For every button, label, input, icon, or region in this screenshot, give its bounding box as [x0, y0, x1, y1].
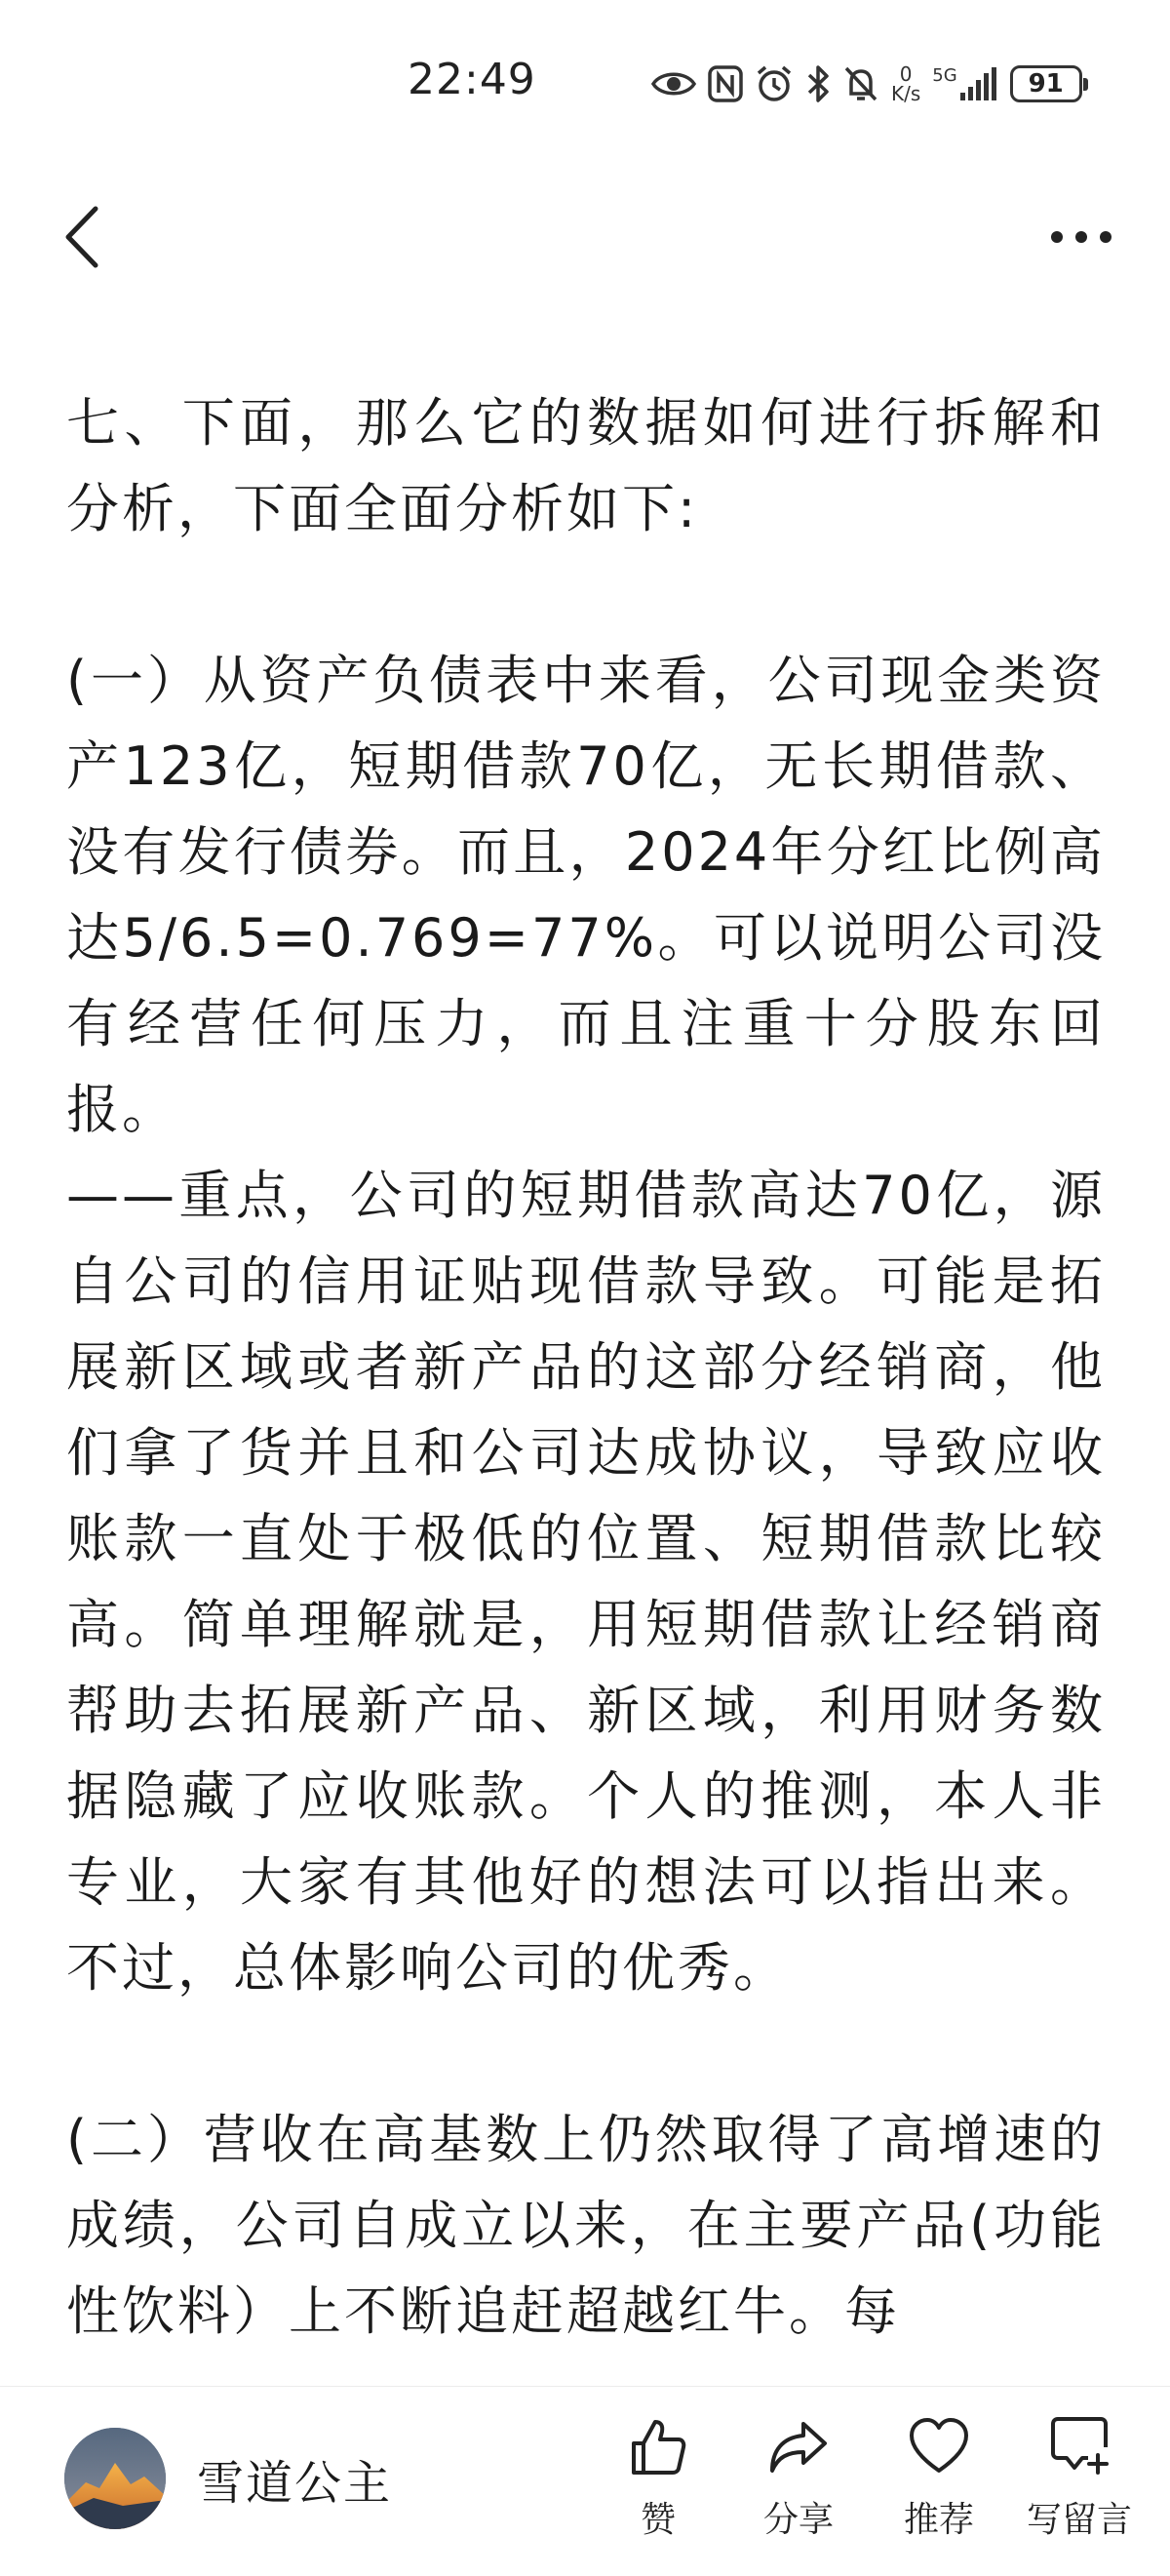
nfc-icon	[708, 65, 743, 102]
eye-comfort-icon	[651, 68, 696, 99]
chevron-left-icon	[55, 203, 113, 271]
article-body	[66, 380, 1106, 2370]
paragraph-spacer	[66, 2011, 1106, 2097]
mute-bell-icon	[842, 64, 879, 103]
share-button[interactable]	[741, 2414, 856, 2542]
author-info[interactable]	[64, 2428, 392, 2529]
comment-add-icon	[1047, 2414, 1112, 2478]
like-label: 赞	[640, 2500, 676, 2540]
action-buttons	[601, 2414, 1137, 2542]
comment-label: 写留言	[1026, 2500, 1132, 2540]
alarm-icon	[755, 64, 794, 103]
comment-button[interactable]	[1022, 2414, 1137, 2542]
thumbs-up-icon	[626, 2414, 690, 2478]
back-button[interactable]	[55, 203, 113, 271]
article-paragraph: 七、下面，那么它的数据如何进行拆解和分析，下面全面分析如下:	[66, 392, 1106, 539]
network-speed	[891, 64, 920, 103]
network-speed-value: 0	[899, 62, 913, 86]
like-button[interactable]	[601, 2414, 716, 2542]
more-options-button[interactable]	[1047, 213, 1115, 261]
status-time: 22:49	[408, 55, 536, 104]
article-paragraph: (一）从资产负债表中来看，公司现金类资产123亿，短期借款70亿，无长期借款、没有发行债券。而且，2024年分红比例高达5/6.5=0.769=77%。可以说明公司没有经营任何压力，而且注重十分股东回报。	[66, 650, 1106, 1140]
status-bar	[0, 0, 1170, 172]
battery-level: 91	[1028, 69, 1064, 99]
avatar[interactable]	[64, 2428, 166, 2529]
status-icons	[651, 57, 1082, 111]
recommend-label: 推荐	[903, 2500, 974, 2540]
network-type-label: 5G	[932, 65, 957, 86]
article-paragraph: ——重点，公司的短期借款高达70亿，源自公司的信用证贴现借款导致。可能是拓展新区域或者新产品的这部分经销商，他们拿了货并且和公司达成协议，导致应收账款一直处于极低的位置、短期借款比较高。简单理解就是，用短期借款让经销商帮助去拓展新产品、新区域，利用财务数据隐藏了应收账款。个人的推测，本人非专业，大家有其他好的想法可以指出来。不过，总体影响公司的优秀。	[66, 1165, 1106, 1999]
share-label: 分享	[762, 2500, 834, 2540]
cellular-signal	[932, 67, 997, 100]
article-paragraph: (二）营收在高基数上仍然取得了高增速的成绩，公司自成立以来，在主要产品(功能性饮料）上不断追赶超越红牛。每	[66, 2109, 1106, 2342]
recommend-button[interactable]	[881, 2414, 996, 2542]
bluetooth-icon	[805, 64, 831, 103]
author-name[interactable]: 雪道公主	[197, 2455, 393, 2511]
top-nav-bar	[0, 185, 1170, 293]
share-arrow-icon	[766, 2414, 831, 2478]
signal-bars-icon	[959, 67, 998, 100]
paragraph-spacer	[66, 552, 1106, 638]
heart-icon	[907, 2414, 971, 2478]
mountain-avatar-image	[64, 2428, 166, 2529]
battery-indicator	[1010, 65, 1082, 102]
more-dots-icon	[1047, 213, 1115, 261]
bottom-action-bar	[0, 2386, 1170, 2576]
network-speed-unit: K/s	[891, 82, 921, 105]
